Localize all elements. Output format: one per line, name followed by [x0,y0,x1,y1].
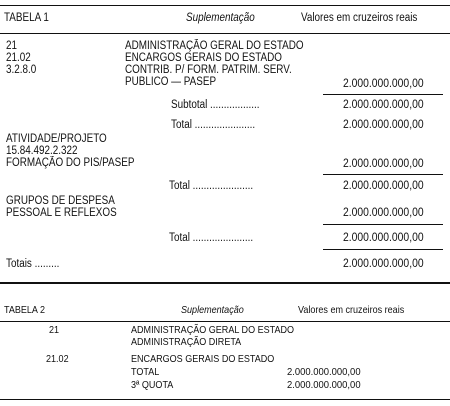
t2-quota-value: 2.000.000.000,00 [287,379,361,391]
atividade-code: 15.84.492.2.322 [6,145,78,157]
code-21: 21 [6,40,18,52]
rule-total-3 [323,249,443,250]
desc-line-2: ENCARGOS GERAIS DO ESTADO [125,52,282,64]
tabela-2-suplementacao: Suplementação [181,304,244,316]
tabela-1-valores-header: Valores em cruzeiros reais [301,12,418,24]
totais-value: 2.000.000.000,00 [343,258,424,270]
total-2-value: 2.000.000.000,00 [343,180,424,192]
code-3-2-8-0: 3.2.8.0 [6,64,37,76]
rule-pessoal [323,224,443,225]
value-pessoal: 2.000.000.000,00 [343,207,424,219]
tabela-2-title: TABELA 2 [4,304,45,316]
tabela-2-valores-header: Valores em cruzeiros reais [298,304,405,316]
t2-total-value: 2.000.000.000,00 [287,366,361,378]
grupos-de-despesa: GRUPOS DE DESPESA [6,195,115,207]
desc-line-4: PUBLICO — PASEP [125,76,217,88]
total-3-label: Total ...................... [169,232,254,244]
total-1-value: 2.000.000.000,00 [343,119,424,131]
value-pasep: 2.000.000.000,00 [343,78,424,90]
rule-pasep [323,94,443,95]
bottom-rule [0,399,450,400]
pessoal-e-reflexos: PESSOAL E REFLEXOS [6,207,117,219]
subtotal-label: Subtotal .................. [171,99,260,111]
header-rule [0,33,450,34]
total-1-label: Total ...................... [171,119,256,131]
code-21-02: 21.02 [6,52,31,64]
value-formacao: 2.000.000.000,00 [343,158,424,170]
t2-desc-2: ADMINISTRAÇÃO DIRETA [131,336,242,348]
t2-quota-label: 3ª QUOTA [131,379,174,391]
tabela-2-header-rule [0,321,450,322]
total-3-value: 2.000.000.000,00 [343,232,424,244]
desc-line-3: CONTRIB. P/ FORM. PATRIM. SERV. [125,64,292,76]
total-2-label: Total ...................... [169,180,254,192]
table-separator [0,282,450,284]
atividade-formacao: FORMAÇÃO DO PIS/PASEP [6,157,135,169]
rule-formacao [323,174,443,175]
totais-label: Totais ......... [6,258,60,270]
top-rule [0,5,450,6]
atividade-projeto: ATIVIDADE/PROJETO [6,133,107,145]
subtotal-value: 2.000.000.000,00 [343,99,424,111]
t2-desc-encargos: ENCARGOS GERAIS DO ESTADO [131,353,275,365]
tabela-1-title: TABELA 1 [4,12,49,24]
tabela-1-suplementacao: Suplementação [186,12,255,24]
t2-code-21: 21 [49,324,60,336]
t2-total-label: TOTAL [131,366,160,378]
t2-code-21-02: 21.02 [46,353,69,365]
desc-line-1: ADMINISTRAÇÃO GERAL DO ESTADO [125,40,304,52]
t2-desc-1: ADMINISTRAÇÃO GERAL DO ESTADO [131,324,295,336]
